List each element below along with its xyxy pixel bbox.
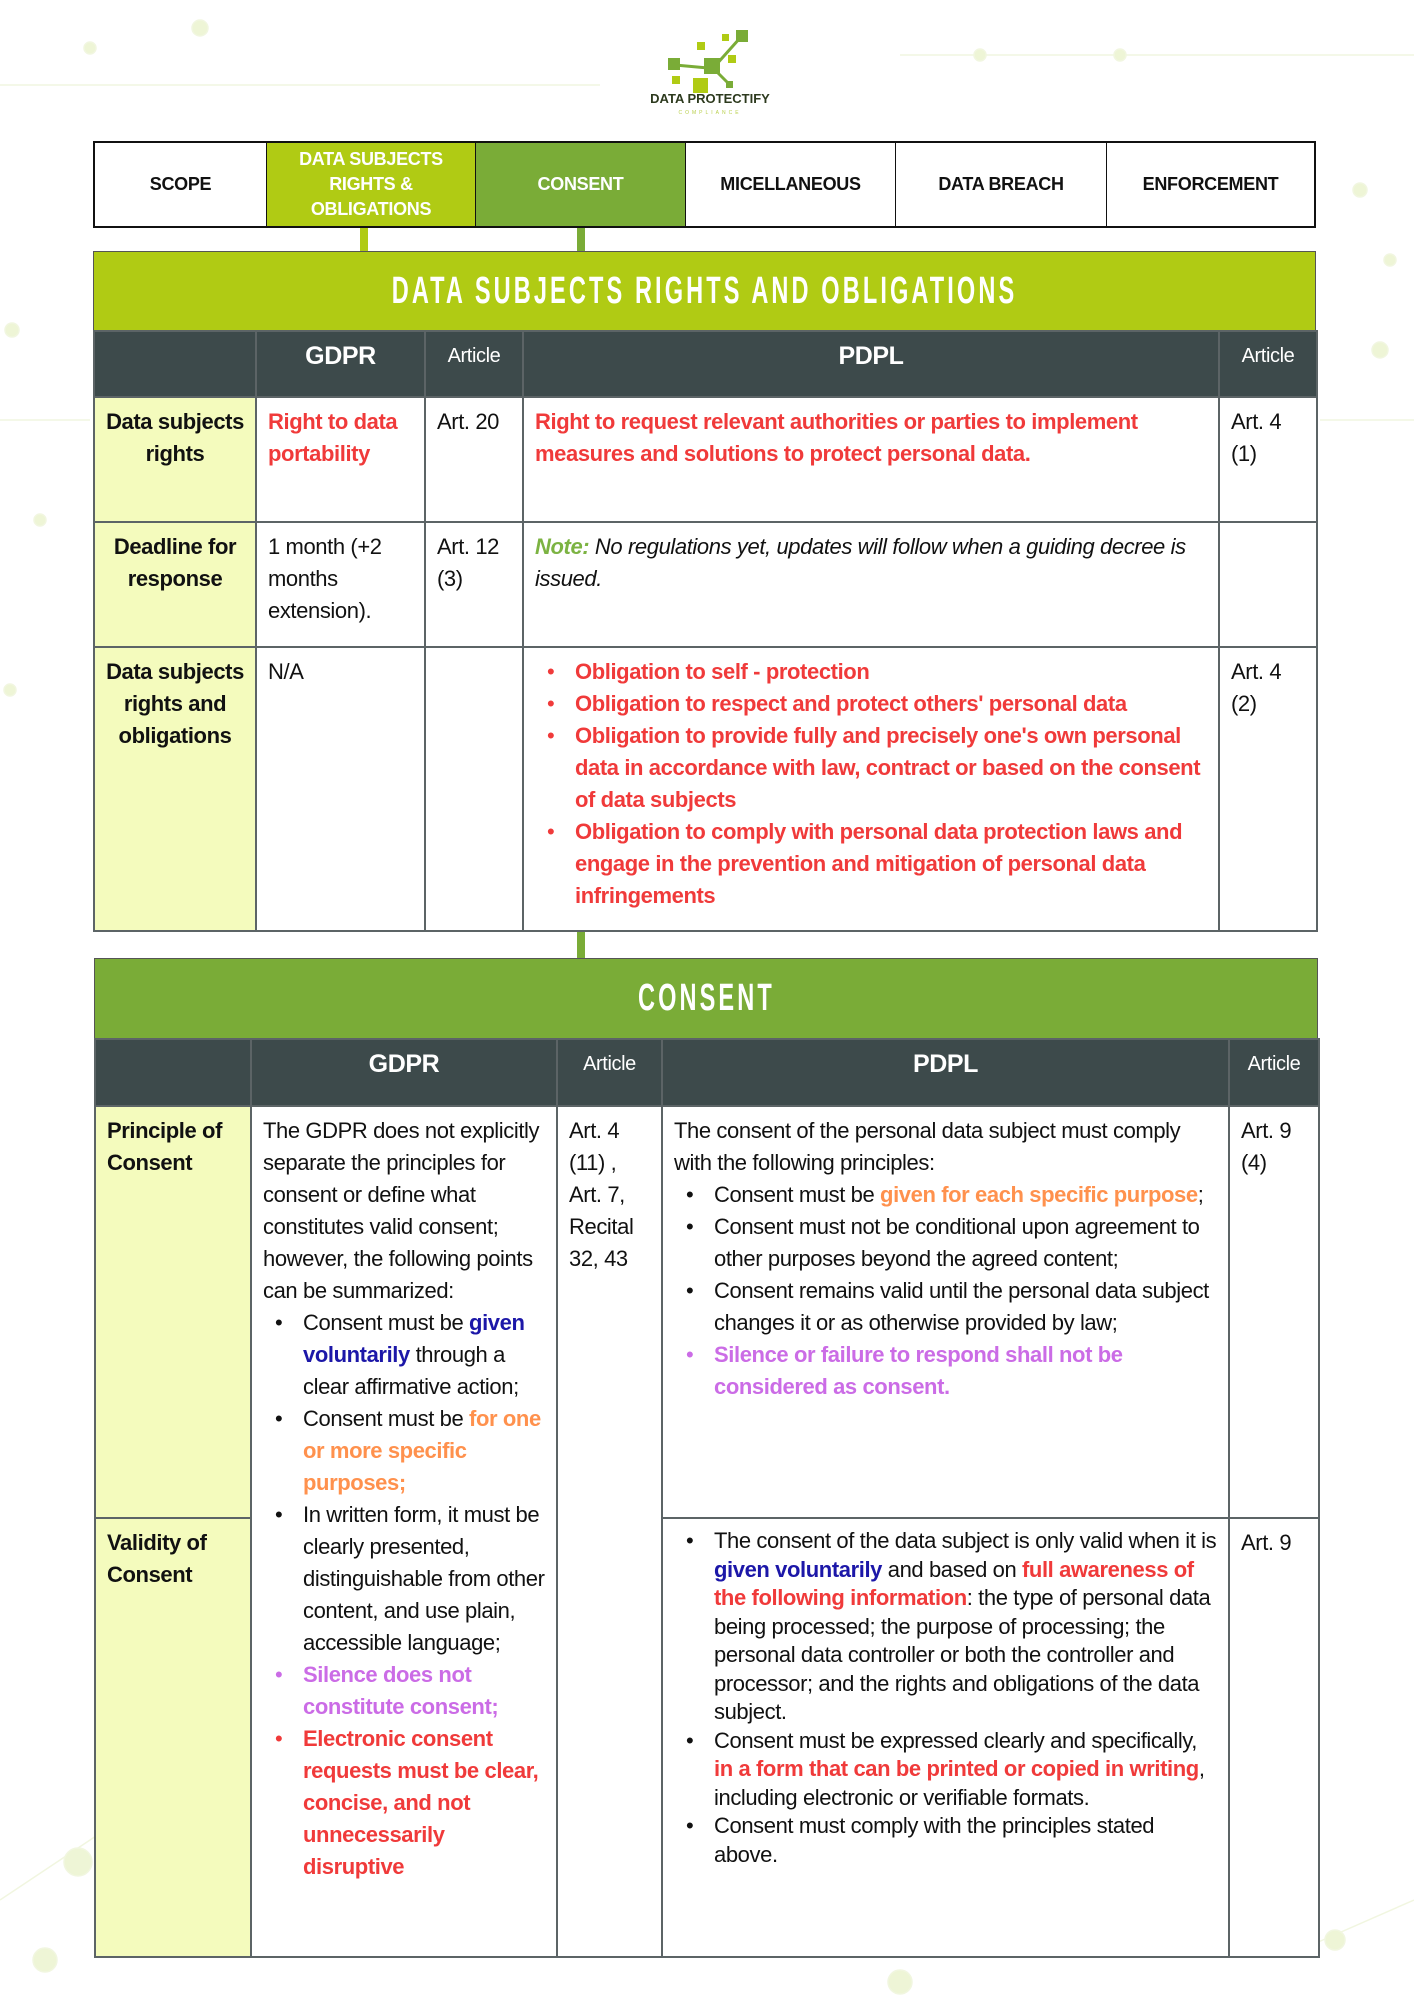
- text-segment: Silence does not constitute consent;: [303, 1662, 499, 1719]
- list-item: [674, 1339, 1217, 1403]
- nav-tab-data-subjects-rights[interactable]: DATA SUBJECTS RIGHTS & OBLIGATIONS: [267, 143, 476, 226]
- text-segment: In written form, it must be clearly presented, distinguishable from other content, and use plain, accessible language;: [303, 1502, 545, 1655]
- list-item: [535, 688, 1207, 720]
- header-blank: [94, 331, 256, 397]
- text-segment: N/A: [268, 659, 304, 684]
- text-segment: Electronic consent requests must be clear, concise, and not unnecessarily disruptive: [303, 1726, 539, 1879]
- header-pdpl: PDPL: [523, 331, 1219, 397]
- text-segment: Consent must be: [303, 1310, 470, 1335]
- text-segment: , including electronic or verifiable formats.: [714, 1756, 1205, 1810]
- text-segment: : the type of personal data being processed; the purpose of processing; the personal data controller or both the controller and processor; and the rights and obligations of the data subject.: [714, 1585, 1211, 1724]
- text-segment: Consent must be: [303, 1406, 470, 1431]
- text-segment: The consent of the personal data subject must comply with the following principles:: [674, 1118, 1181, 1175]
- text-segment: Consent must be: [714, 1182, 881, 1207]
- table-row: [94, 397, 1317, 522]
- list-item: [674, 1275, 1217, 1339]
- text-segment: Consent must be expressed clearly and specifically,: [714, 1727, 1197, 1753]
- obligations-list: [535, 656, 1207, 912]
- pdpl-cell: [523, 522, 1219, 647]
- pdpl-article-cell: [1219, 522, 1317, 647]
- text-segment: Obligation to respect and protect others' personal data: [575, 691, 1127, 716]
- pdpl-article-cell: Art. 4 (2): [1219, 647, 1317, 931]
- list-item: [674, 1812, 1217, 1869]
- row-label: Principle of Consent: [95, 1106, 251, 1518]
- pdpl-validity-list: [674, 1527, 1217, 1869]
- nav-tab-micellaneous[interactable]: MICELLANEOUS: [686, 143, 896, 226]
- gdpr-article-cell: Art. 20: [425, 397, 523, 522]
- text-segment: Right to data portability: [268, 409, 398, 466]
- list-item: [263, 1307, 545, 1403]
- data-subjects-table: [93, 330, 1318, 932]
- header-gdpr: GDPR: [256, 331, 425, 397]
- pdpl-intro: [674, 1115, 1217, 1179]
- table-row: [94, 522, 1317, 647]
- pdpl-article-cell: Art. 9: [1229, 1518, 1319, 1957]
- gdpr-cell: [256, 397, 425, 522]
- row-label: Data subjects rights: [94, 397, 256, 522]
- list-item: [263, 1499, 545, 1659]
- section-title-consent: CONSENT: [94, 958, 1318, 1039]
- text-segment: Obligation to self - protection: [575, 659, 870, 684]
- row-label: Data subjects rights and obligations: [94, 647, 256, 931]
- pdpl-cell: [523, 397, 1219, 522]
- nav-tab-enforcement[interactable]: ENFORCEMENT: [1142, 174, 1279, 194]
- header-blank: [95, 1039, 251, 1106]
- gdpr-cell: [251, 1106, 557, 1957]
- nav-tab-data-breach[interactable]: DATA BREACH: [896, 143, 1107, 226]
- section-title-data-subjects: DATA SUBJECTS RIGHTS AND OBLIGATIONS: [93, 251, 1316, 331]
- text-segment: given for each specific purpose: [880, 1182, 1198, 1207]
- logo-subtitle: COMPLIANCE: [678, 110, 742, 116]
- pdpl-principle-list: [674, 1179, 1217, 1403]
- text-segment: Obligation to provide fully and precisely one's own personal data in accordance with law, contract or based on the consent of data subjects: [575, 723, 1201, 812]
- list-item: [263, 1403, 545, 1499]
- connector: [360, 226, 368, 254]
- pdpl-cell: [523, 647, 1219, 931]
- pdpl-article-cell: Art. 9 (4): [1229, 1106, 1319, 1518]
- nav-tab-consent[interactable]: CONSENT: [476, 143, 686, 226]
- connector: [577, 930, 585, 960]
- gdpr-intro: [263, 1115, 545, 1307]
- list-item: [263, 1723, 545, 1883]
- text-segment: The consent of the data subject is only valid when it is: [714, 1528, 1217, 1553]
- text-segment: Note:: [535, 534, 590, 559]
- list-item: [535, 816, 1207, 912]
- list-item: [674, 1727, 1217, 1813]
- table-row: [95, 1106, 1319, 1518]
- text-segment: through a clear affirmative action;: [303, 1342, 519, 1399]
- header-article: Article: [425, 331, 523, 397]
- gdpr-cell: [256, 647, 425, 931]
- pdpl-article-cell: Art. 4 (1): [1219, 397, 1317, 522]
- text-segment: Right to request relevant authorities or parties to implement measures and solutions to protect personal data.: [535, 409, 1138, 466]
- gdpr-cell: [256, 522, 425, 647]
- header-article: Article: [557, 1039, 662, 1106]
- header-article: Article: [1229, 1039, 1319, 1106]
- consent-table: [94, 1038, 1320, 1958]
- text-segment: Obligation to comply with personal data protection laws and engage in the prevention and mitigation of personal data infringements: [575, 819, 1183, 908]
- text-segment: Consent must not be conditional upon agreement to other purposes beyond the agreed content;: [714, 1214, 1200, 1271]
- pdpl-cell: [662, 1518, 1229, 1957]
- text-segment: and based on: [882, 1556, 1022, 1582]
- text-segment: The GDPR does not explicitly separate the principles for consent or define what constitutes valid consent; however, the following points can be summarized:: [263, 1118, 540, 1303]
- text-segment: given voluntarily: [714, 1556, 883, 1582]
- section-nav: [93, 141, 1316, 228]
- list-item: [674, 1179, 1217, 1211]
- connector: [577, 226, 585, 254]
- text-segment: given voluntarily: [303, 1310, 525, 1367]
- list-item: [535, 720, 1207, 816]
- header-pdpl: PDPL: [662, 1039, 1229, 1106]
- nav-tab-scope[interactable]: SCOPE: [95, 143, 267, 226]
- text-segment: No regulations yet, updates will follow when a guiding decree is issued.: [535, 534, 1186, 591]
- list-item: [263, 1659, 545, 1723]
- text-segment: in a form that can be printed or copied in writing: [714, 1756, 1199, 1781]
- text-segment: full awareness of the following information: [714, 1556, 1194, 1610]
- text-segment: Consent must comply with the principles stated above.: [714, 1813, 1155, 1867]
- header-article: Article: [1219, 331, 1317, 397]
- header-gdpr: GDPR: [251, 1039, 557, 1106]
- table-header-row: [95, 1039, 1319, 1106]
- text-segment: Consent remains valid until the personal data subject changes it or as otherwise provided by law;: [714, 1278, 1209, 1335]
- gdpr-article-cell: Art. 4 (11) , Art. 7, Recital 32, 43: [557, 1106, 662, 1957]
- row-label: Validity of Consent: [95, 1518, 251, 1957]
- table-header-row: [94, 331, 1317, 397]
- gdpr-article-cell: Art. 12 (3): [425, 522, 523, 647]
- row-label: Deadline for response: [94, 522, 256, 647]
- table-row: [94, 647, 1317, 931]
- text-segment: 1 month (+2 months extension).: [268, 534, 382, 623]
- list-item: [674, 1211, 1217, 1275]
- gdpr-article-cell: [425, 647, 523, 931]
- gdpr-consent-list: [263, 1307, 545, 1883]
- text-segment: ;: [1197, 1182, 1204, 1207]
- text-segment: Silence or failure to respond shall not be considered as consent.: [714, 1342, 1123, 1399]
- pdpl-cell: [662, 1106, 1229, 1518]
- list-item: [674, 1527, 1217, 1727]
- text-segment: for one or more specific purposes;: [303, 1406, 541, 1495]
- logo-name: DATA PROTECTIFY: [650, 91, 770, 106]
- list-item: [535, 656, 1207, 688]
